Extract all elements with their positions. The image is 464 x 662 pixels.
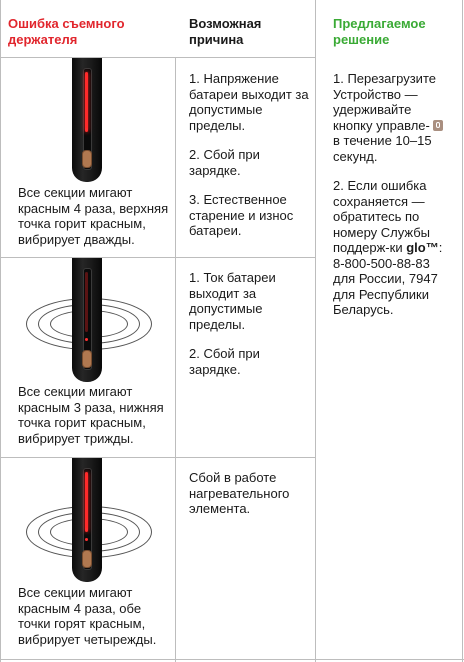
led-bar [85, 272, 88, 332]
header-cause: Возможная причина [189, 16, 262, 47]
holder-device-illustration [72, 258, 102, 382]
row3-cause-1: Сбой в работе нагревательного элемента. [189, 470, 290, 516]
solution-step-2-contacts: : 8-800-500-88-83 для России, 7947 для Республики Беларусь. [333, 240, 443, 317]
header-solution: Предлагаемое решение [333, 16, 426, 47]
red-led-bar [85, 72, 88, 132]
row1-causes [189, 71, 309, 239]
solution-step-2 [333, 178, 453, 318]
row-divider-1 [0, 257, 316, 258]
solution-text [333, 71, 453, 318]
bottom-dot-indicator [85, 338, 88, 341]
row1-cause-3: 3. Естественное старение и износ батареи. [189, 192, 294, 238]
row2-causes [189, 270, 309, 377]
solution-step-1-text: 1. Перезагрузите Устройство — удерживайте кнопку управле- [333, 71, 436, 133]
device-button [82, 150, 92, 168]
row1-cause-1: 1. Напряжение батареи выходит за допустимые пределы. [189, 71, 309, 133]
column-divider-1 [175, 57, 176, 662]
row1-error-description: Все секции мигают красным 4 раза, верхняя точка горит красным, вибрирует дважды. [18, 185, 169, 247]
row-divider-2 [0, 457, 316, 458]
solution-step-1-text-end: в течение 10–15 секунд. [333, 133, 432, 164]
solution-step-2-text: 2. Если ошибка сохраняется — обратитесь по номеру Службы поддерж-ки [333, 178, 431, 255]
header-divider [0, 57, 316, 58]
bottom-dot-indicator [85, 538, 88, 541]
red-led-bar [85, 472, 88, 532]
column-divider-2 [315, 0, 316, 662]
control-button-icon [433, 120, 443, 131]
row2-cause-2: 2. Сбой при зарядке. [189, 346, 260, 377]
brand-name: glo™ [406, 240, 439, 255]
table-border-left [0, 0, 1, 662]
row2-cause-1: 1. Ток батареи выходит за допустимые пределы. [189, 270, 276, 332]
table-border-right [462, 0, 463, 662]
row2-error-description: Все секции мигают красным 3 раза, нижняя точка горит красным, вибрирует трижды. [18, 384, 164, 446]
holder-device-illustration [72, 58, 102, 182]
row3-causes [189, 470, 309, 517]
header-error: Ошибка съемного держателя [8, 16, 125, 47]
table-border-bottom [0, 659, 464, 660]
solution-step-1 [333, 71, 453, 164]
holder-device-illustration [72, 458, 102, 582]
device-button [82, 350, 92, 368]
top-dot-indicator [85, 528, 88, 531]
row1-cause-2: 2. Сбой при зарядке. [189, 147, 260, 178]
row3-error-description: Все секции мигают красным 4 раза, обе точки горят красным, вибрирует четырежды. [18, 585, 157, 647]
top-dot-indicator [85, 128, 88, 131]
device-button [82, 550, 92, 568]
